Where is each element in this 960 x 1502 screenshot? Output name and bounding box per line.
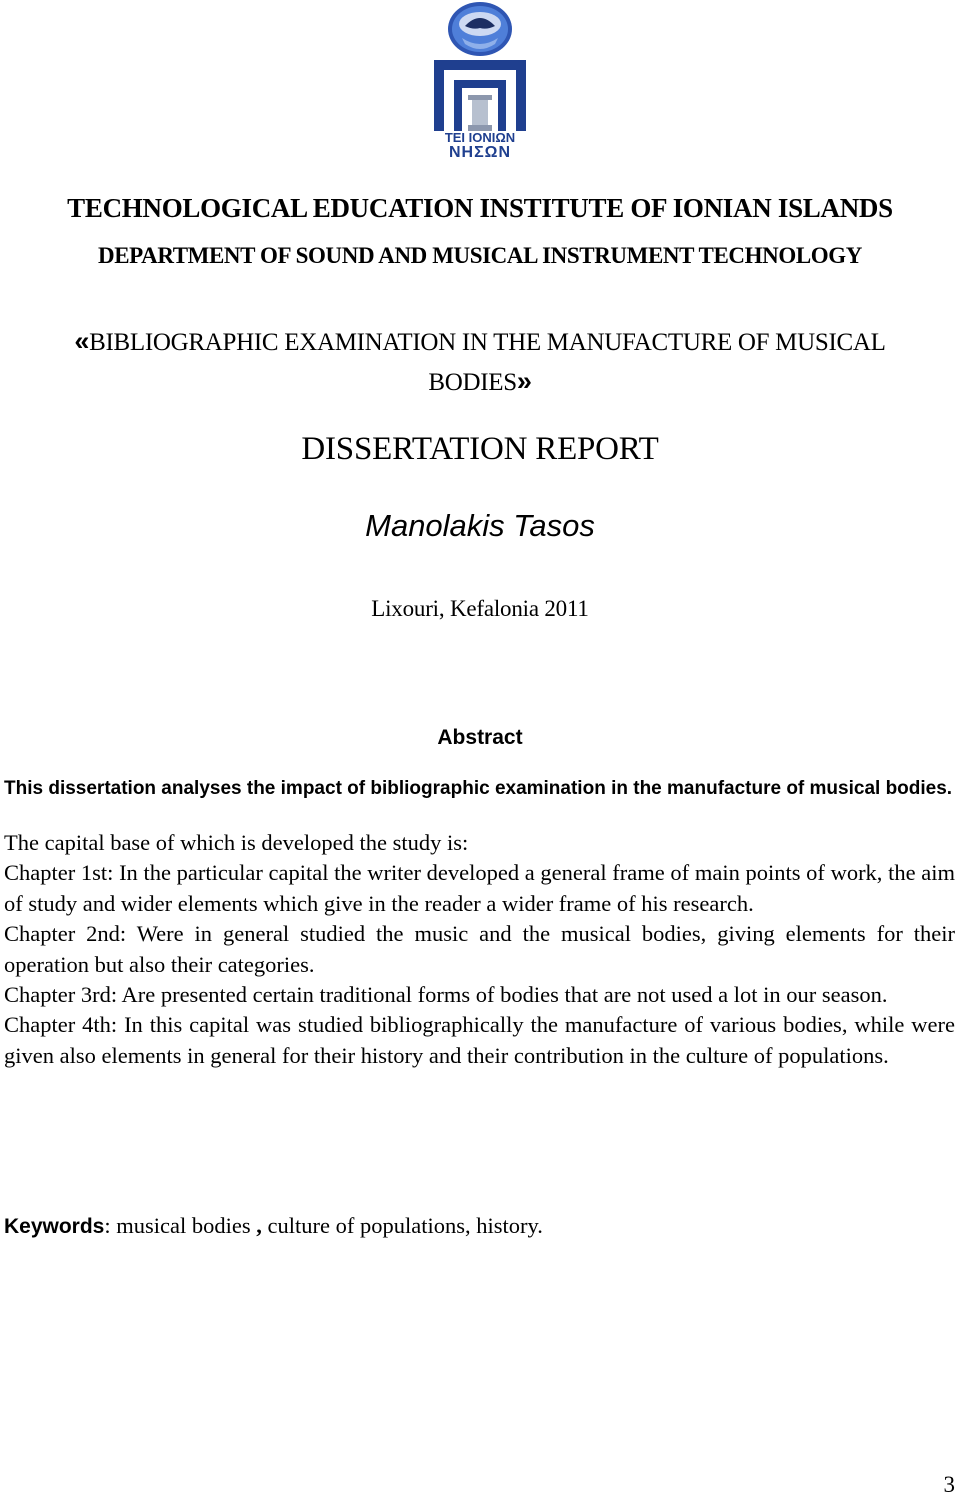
abstract-heading: Abstract — [437, 726, 523, 749]
abstract-paragraph: Chapter 4th: In this capital was studied bibliographically the manufacture of various bodies, while were given also elements in general for their history and their contribution in the culture of populations. — [4, 1012, 955, 1068]
seal-emblem-icon — [448, 2, 512, 56]
logo-text — [427, 130, 533, 160]
title-open-quote: « — [74, 326, 90, 356]
abstract-paragraph: Chapter 3rd: Are presented certain traditional forms of bodies that are not used a lot in our season. — [4, 982, 888, 1008]
department-name: DEPARTMENT OF SOUND AND MUSICAL INSTRUMENT TECHNOLOGY — [98, 243, 862, 268]
title-close-quote: » — [516, 366, 532, 396]
dissertation-title — [30, 322, 930, 402]
author-name: Manolakis Tasos — [365, 508, 595, 543]
keyword-comma: , — [256, 1213, 268, 1238]
keyword-part: musical bodies — [116, 1213, 257, 1238]
keywords-separator: : — [104, 1213, 117, 1238]
logo-text-line1: ΤΕΙ ΙΟΝΙΩΝ — [444, 130, 516, 145]
abstract-lead: This dissertation analyses the impact of bibliographic examination in the manufacture of musical bodies. — [4, 778, 953, 799]
abstract-paragraph: Chapter 2nd: Were in general studied the music and the musical bodies, giving elements for their operation but also their categories. — [4, 921, 955, 977]
report-type: DISSERTATION REPORT — [301, 431, 659, 467]
abstract-body — [4, 828, 955, 1071]
keywords-label: Keywords — [4, 1215, 105, 1238]
page-number: 3 — [943, 1472, 955, 1497]
abstract-paragraph: The capital base of which is developed the study is: — [4, 830, 469, 855]
title-text: BIBLIOGRAPHIC EXAMINATION IN THE MANUFACTURE OF MUSICAL BODIES — [89, 329, 886, 396]
logo-text-line2: ΝΗΣΩΝ — [448, 144, 512, 161]
abstract-paragraph: Chapter 1st: In the particular capital the writer developed a general frame of main points of work, the aim of study and wider elements which give in the reader a wider frame of his research. — [4, 860, 955, 916]
keyword-part: culture of populations, history. — [267, 1213, 543, 1238]
keywords-line — [4, 1213, 543, 1239]
place-and-date: Lixouri, Kefalonia 2011 — [371, 596, 589, 621]
institute-name: TECHNOLOGICAL EDUCATION INSTITUTE OF IONIAN ISLANDS — [67, 193, 893, 223]
column-emblem-icon — [434, 60, 526, 131]
